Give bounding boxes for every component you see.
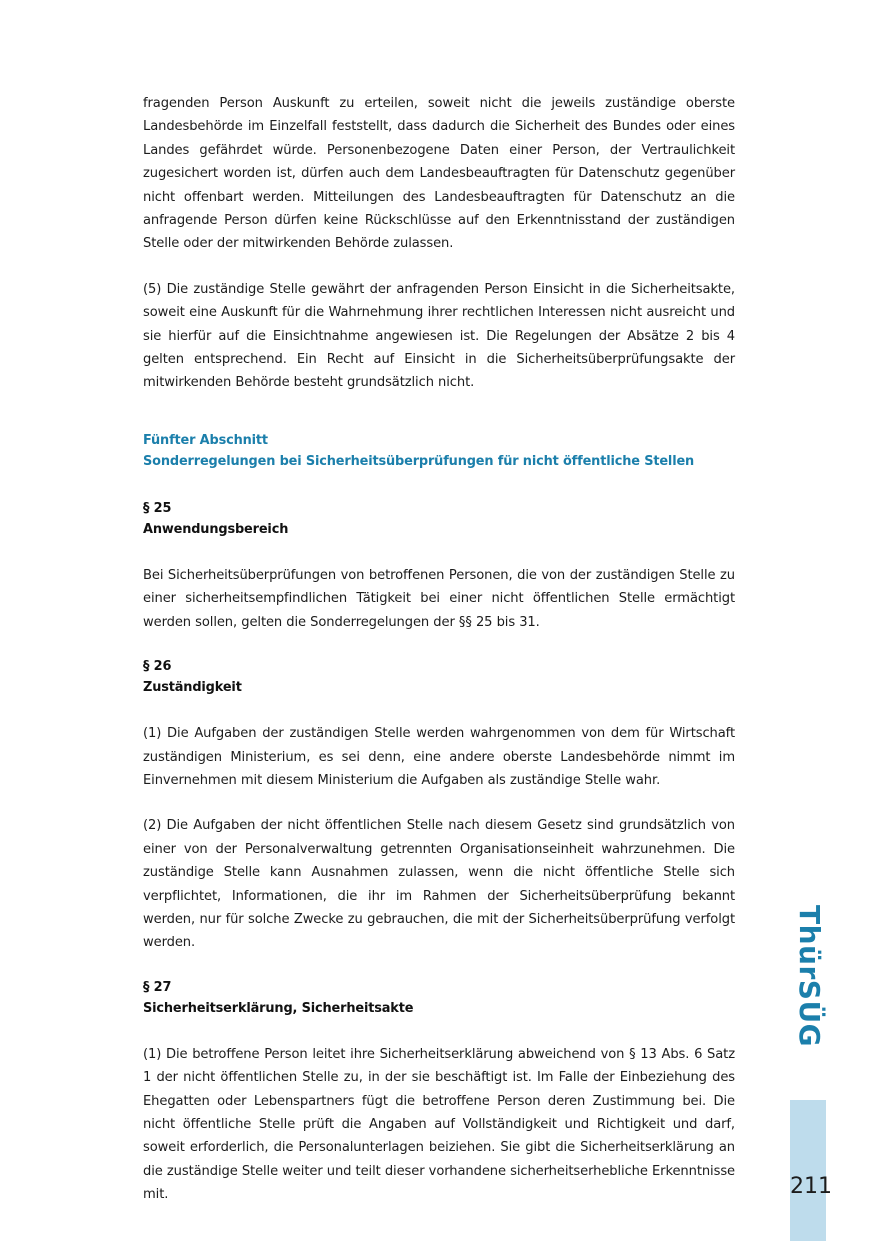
paragraph-continued: fragenden Person Auskunft zu erteilen, soweit nicht die jeweils zuständige oberste Landesbehörde im Einzelfall feststellt, dass dadurch die Sicherheit des Bundes oder eines Landes gefährdet würde. Personenbezogene Daten einer Person, der Vertraulichkeit zugesichert worden ist, dürfen auch dem Landesbeauftragten für Datenschutz gegenüber nicht offenbart werden. Mitteilungen des Landesbeauftragten für Datenschutz an die anfragende Person dürfen keine Rückschlüsse auf den Erkenntnisstand der zuständigen Stelle oder der mitwirkenden Behörde zulassen. [143, 96, 735, 252]
running-title-vertical: ThürSÜG [793, 905, 826, 1048]
paragraph-absatz-5: (5) Die zuständige Stelle gewährt der anfragenden Person Einsicht in die Sicherheitsakte, soweit eine Auskunft für die Wahrnehmung ihrer rechtlichen Interessen nicht ausreicht und sie hierfür auf die Einsichtnahme angewiesen ist. Die Regelungen der Absätze 2 bis 4 gelten entsprechend. Ein Recht auf Einsicht in die Sicherheitsüberprüfungsakte der mitwirkenden Behörde besteht grundsätzlich nicht. [143, 281, 735, 391]
paragraph-25-text-1: Bei Sicherheitsüberprüfungen von betroffenen Personen, die von der zuständigen Stelle zu einer sicherheitsempfindlichen Tätigkeit bei einer nicht öffentlichen Stelle ermächtigt werden sollen, gelten die Sonderregelungen der §§ 25 bis 31. [143, 567, 735, 630]
paragraph-symbol-25: § 25 [143, 500, 172, 516]
section-spacer [143, 417, 735, 430]
paragraph-26-text-1: (1) Die Aufgaben der zuständigen Stelle werden wahrgenommen von dem für Wirtschaft zuständigen Ministerium, es sei denn, eine andere oberste Landesbehörde nimmt im Einvernehmen mit diesem Ministerium die Aufgaben als zuständige Stelle wahr. [143, 726, 735, 788]
paragraph-title-25: Anwendungsbereich [143, 521, 289, 537]
section-heading-block [143, 430, 735, 472]
paragraph-heading-block-26 [143, 656, 735, 698]
paragraph-symbol-26: § 26 [143, 659, 172, 675]
section-number-heading: Fünfter Abschnitt [143, 432, 268, 448]
section-title-heading: Sonderregelungen bei Sicherheitsüberprüfungen für nicht öffentliche Stellen [143, 453, 695, 469]
paragraph-27-text-1: (1) Die betroffene Person leitet ihre Sicherheitserklärung abweichend von § 13 Abs. 6 Satz 1 der nicht öffentlichen Stelle zu, in der sie beschäftigt ist. Im Falle der Einbeziehung des Ehegatten oder Lebenspartners fügt die betroffene Person deren Zustimmung bei. Die nicht öffentliche Stelle prüft die Angaben auf Vollständigkeit und Richtigkeit und darf, soweit erforderlich, die Personalunterlagen beiziehen. Sie gibt die Sicherheitserklärung an die zuständige Stelle weiter und teilt dieser vorhandene sicherheitserhebliche Erkenntnisse mit. [143, 1046, 735, 1203]
paragraph-heading-block-27 [143, 977, 735, 1019]
text-column [143, 92, 735, 1207]
paragraph-title-27: Sicherheitserklärung, Sicherheitsakte [143, 1000, 414, 1016]
paragraph-26-text-2: (2) Die Aufgaben der nicht öffentlichen Stelle nach diesem Gesetz sind grundsätzlich von einer von der Personalverwaltung getrennten Organisationseinheit wahrzunehmen. Die zuständige Stelle kann Ausnahmen zulassen, wenn die nicht öffentliche Stelle sich verpflichtet, Informationen, die ihr im Rahmen der Sicherheitsüberprüfung bekannt werden, nur für solche Zwecke zu gebrauchen, die mit der Sicherheitsüberprüfung verfolgt werden. [143, 818, 735, 951]
paragraph-symbol-27: § 27 [143, 979, 172, 995]
paragraph-title-26: Zuständigkeit [143, 680, 242, 696]
page-number: 211 [790, 1174, 832, 1199]
paragraph-heading-block-25 [143, 498, 735, 540]
page-thumb-tab [790, 1100, 826, 1241]
